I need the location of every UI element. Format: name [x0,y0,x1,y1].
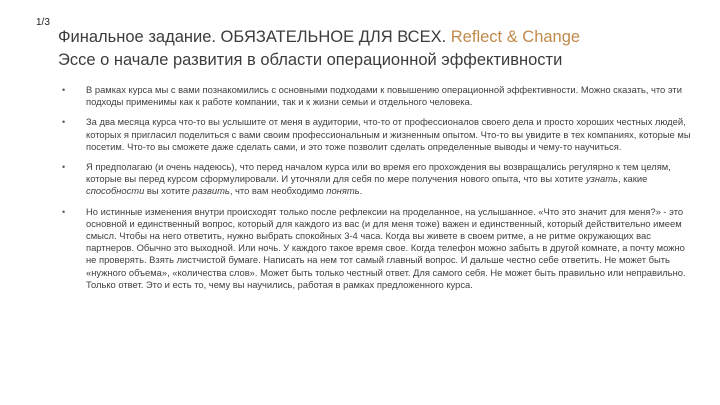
list-item [62,116,692,153]
bullet-icon: • [62,162,66,173]
title-main: Финальное задание. ОБЯЗАТЕЛЬНОЕ ДЛЯ ВСЕХ. [58,28,451,46]
emphasis: развить [192,185,230,197]
list-item [62,84,692,108]
text-run: Я предполагаю (и очень надеюсь), что перед началом курса или во время его прохождения вы возвращались регулярно к тем целям, которые вы перед курсом сформулировали. И уточняли для себя по мере получения нового опыта, что вы хотите [86,161,671,185]
list-item [62,206,692,291]
emphasis: узнать [585,173,618,185]
paragraph-text [86,161,671,196]
text-run: . [359,185,363,197]
page-number: 1/3 [36,17,50,28]
title-accent: Reflect & Change [450,28,581,46]
emphasis: способности [86,185,145,197]
text-run: вы хотите [144,185,193,197]
bullet-icon: • [62,206,66,217]
bullet-icon: • [62,117,66,128]
paragraph-text: За два месяца курса что-то вы услышите от меня в аудитории, что-то от профессионалов своего дела и просто хороших честных людей, которых я пригласил поделиться с вами своим профессиональным и жизненным опытом. Что-то вы увидите в тех компаниях, которые мы посетим. Что-то вы сможете даже сделать сами, и это тоже позволит сделать определенные выводы и чему-то научиться. [86,116,691,152]
bullet-icon: • [62,85,66,95]
paragraph-text: Но истинные изменения внутри происходят только после рефлексии на проделанное, на услышанное. «Что это значит для меня?» - это основной и единственный вопрос, который для каждого из вас (и для меня тоже) важен и единственный, который действительно имеем смысл. Чтобы на него ответить, нужно выбрать спокойных 3-4 часа. Когда вы живете в своем ритме, а не ритме окружающих вас партнеров. Обычно это выходной. Или ночь. У каждого такое время свое. Когда телефон можно забыть в другой комнате, а почту можно не проверять. Взять листчистой бумаге. Написать на нем тот самый главный вопрос. И дальше честно себе ответить. Не может быть «нужного объема», «количества слов». Может быть только честный ответ. Для самого себя. Не может быть правильно или неправильно. Только ответ. Это и есть то, чему вы научились, работая в рамках предложенного курса. [86,205,686,290]
slide-title [58,26,698,48]
emphasis: понять [326,185,360,197]
slide-header [58,26,698,72]
text-run: , какие [618,173,648,185]
list-item [62,161,692,198]
bullet-list [62,84,692,299]
text-run: , что вам необходимо [229,185,327,197]
slide-subtitle: Эссе о начале развития в области операционной эффективности [58,51,563,69]
paragraph-text: В рамках курса мы с вами познакомились с основными подходами к повышению операционной эффективности. Можно сказать, что эти подходы применимы как к работе компании, так и к жизни семьи и отдельного человека. [86,84,682,108]
